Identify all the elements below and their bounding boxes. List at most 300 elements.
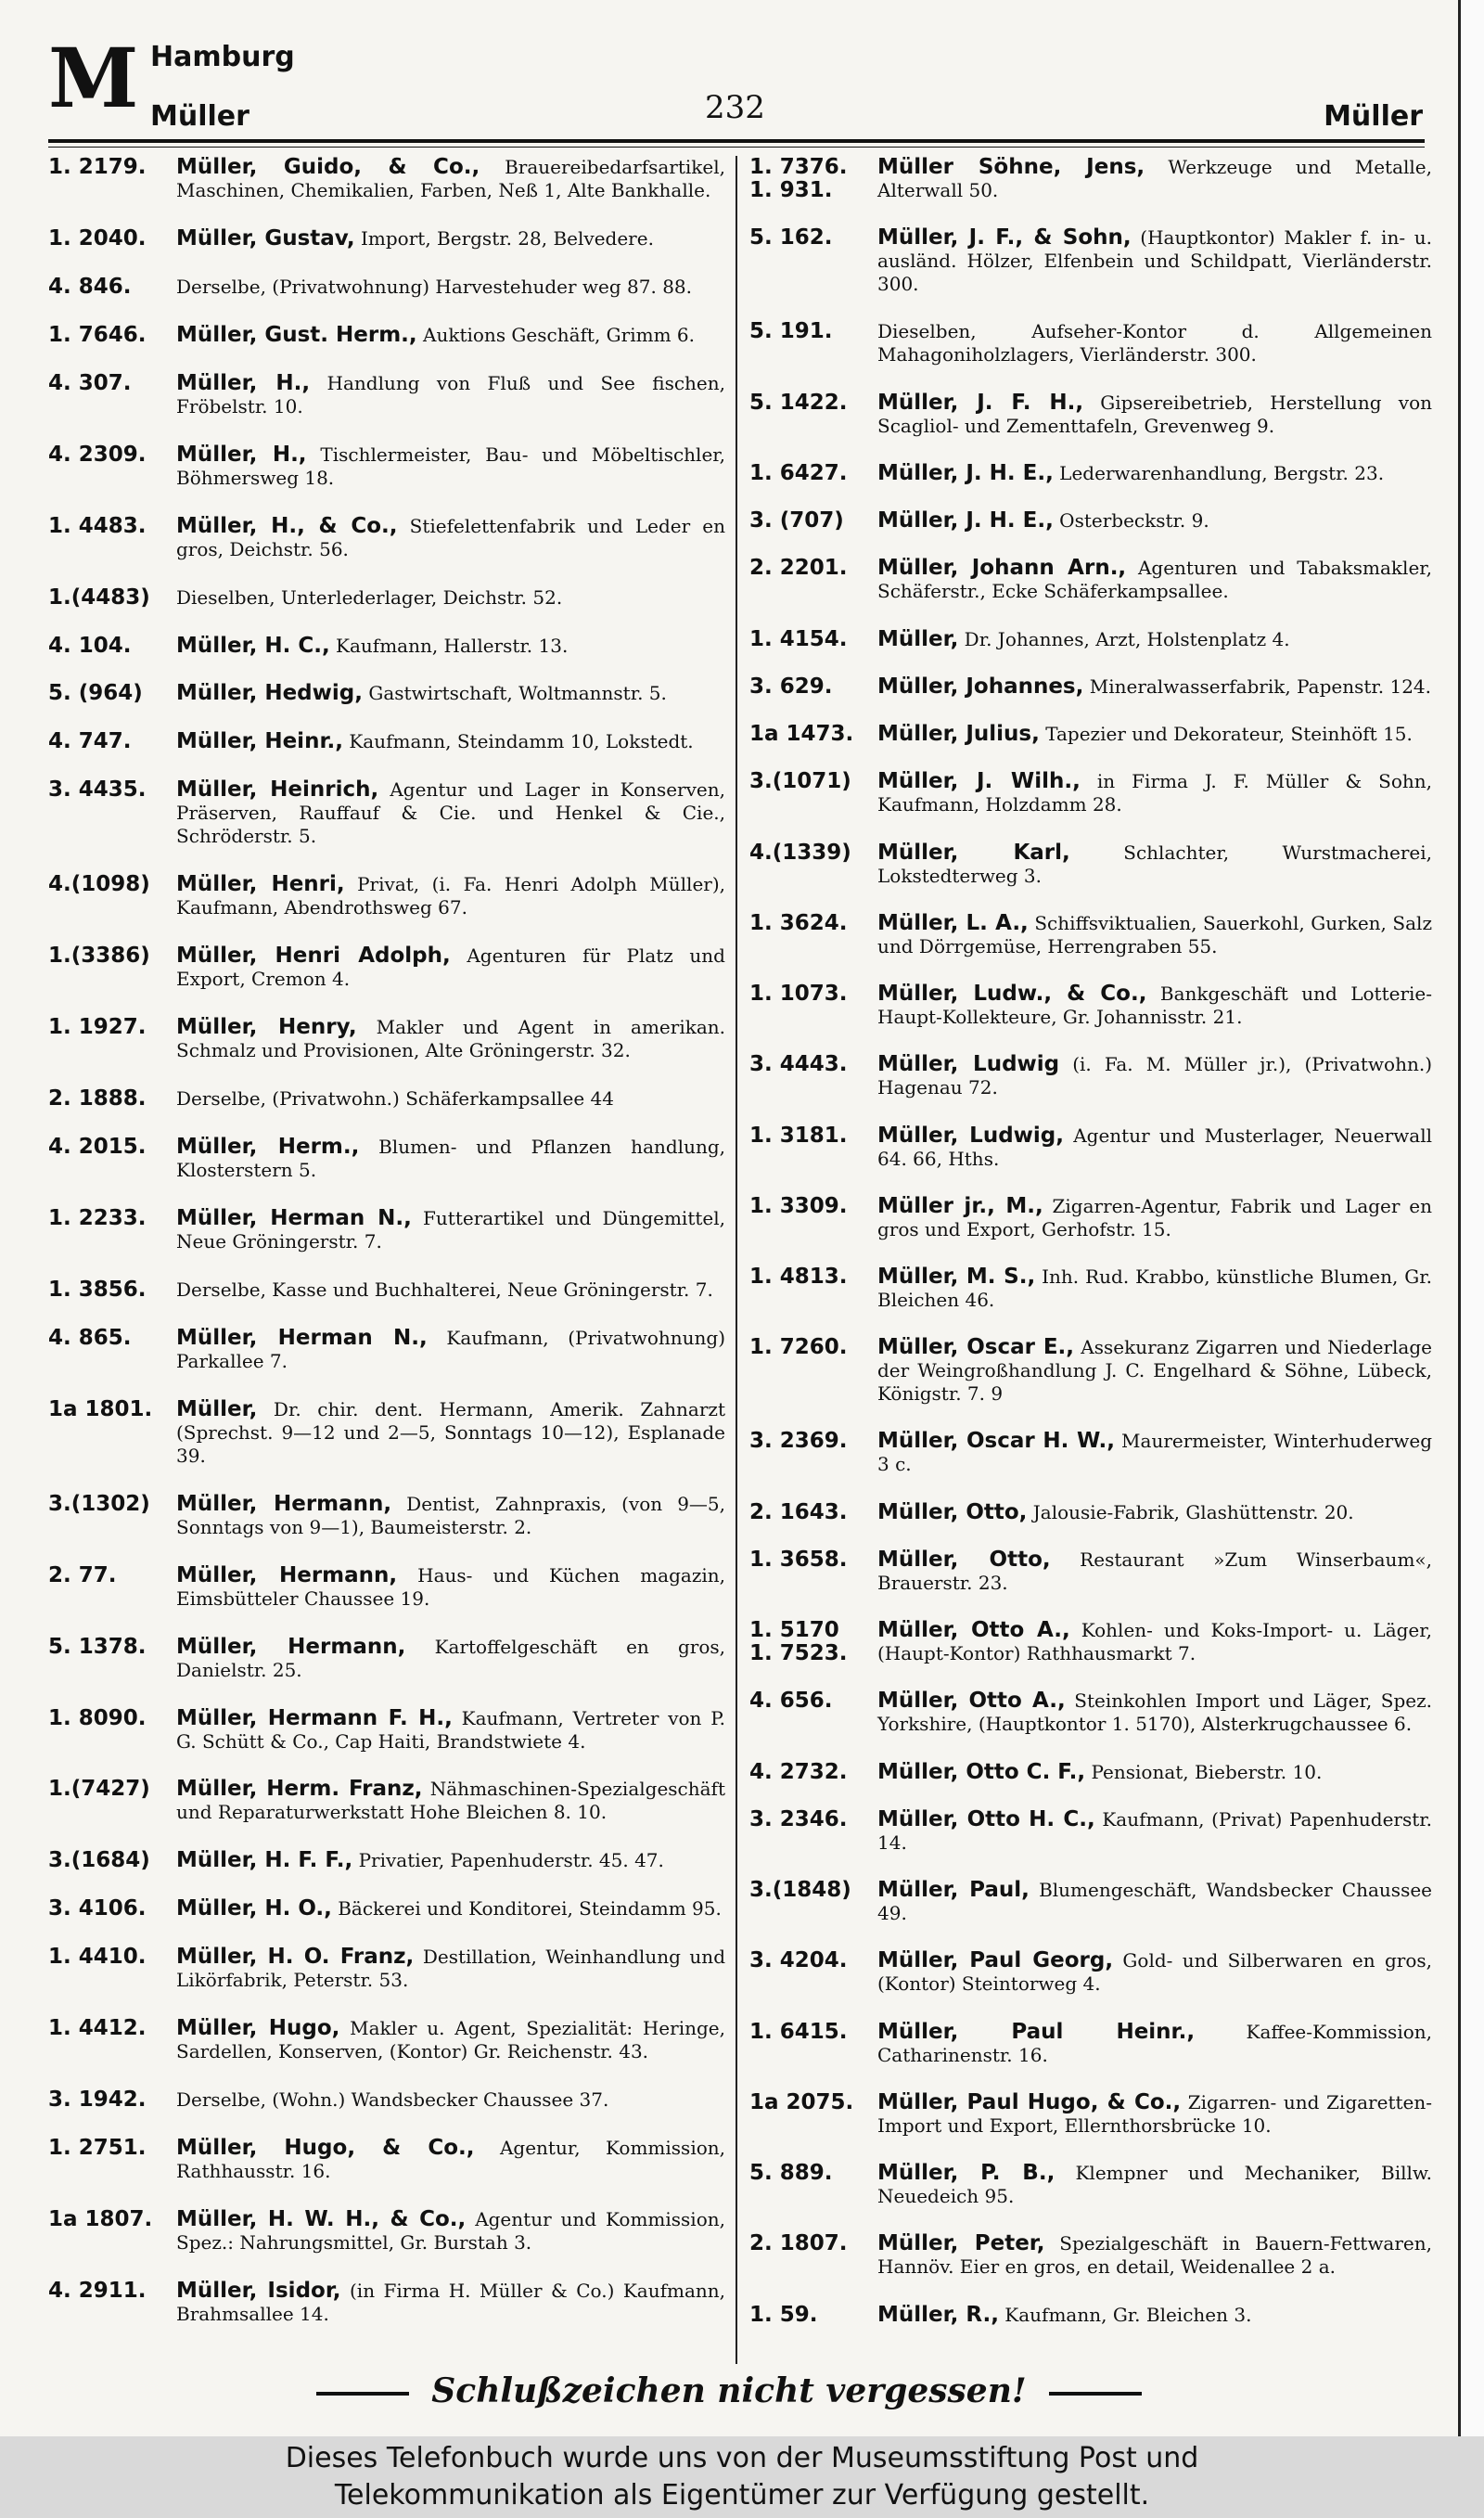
entry-details: Spezialgeschäft in Bauern-Fettwaren, Hannöv. Eier en gros, en detail, Weidenallee 2 a. <box>877 2232 1432 2279</box>
entry-name: Müller, H. O., <box>176 1896 332 1921</box>
directory-entry <box>749 392 1432 438</box>
directory-entry <box>48 276 725 299</box>
entry-text <box>176 1636 725 1682</box>
entry-text <box>176 2280 725 2326</box>
phone-number: 2. 1807. <box>749 2231 848 2256</box>
entry-name: Müller, Peter, <box>877 2231 1045 2256</box>
entry-name: Müller, Hermann, <box>176 1634 406 1659</box>
phone-number: 3. 2346. <box>749 1806 848 1831</box>
phone-number: 1. 5170 1. 7523. <box>749 1618 848 1666</box>
section-letter: M <box>48 30 139 126</box>
entry-details: Privatier, Papenhuderstr. 45. 47. <box>352 1849 664 1872</box>
phone-number: 4. 846. <box>48 274 132 299</box>
phone-number: 1. 4483. <box>48 513 147 538</box>
directory-entry <box>749 1761 1432 1784</box>
entry-name: Müller, Gust. Herm., <box>176 322 417 347</box>
phone-number: 1. 8090. <box>48 1705 147 1730</box>
footer-dash-left <box>316 2392 409 2396</box>
entry-name: Müller, Johannes, <box>877 674 1084 699</box>
entry-text <box>877 841 1432 888</box>
entry-text <box>877 1124 1432 1171</box>
entry-text <box>176 443 725 490</box>
directory-entry <box>749 557 1432 603</box>
entry-text <box>877 1336 1432 1406</box>
phone-number: 1a 1807. <box>48 2207 153 2231</box>
left-column <box>48 156 725 2355</box>
page-number: 232 <box>705 89 765 126</box>
entry-text <box>877 392 1432 438</box>
entry-details: Zigarren- und Zigaretten-Import und Export, Ellernthorsbrücke 10. <box>877 2090 1432 2137</box>
entry-details: Dr. Johannes, Arzt, Holstenplatz 4. <box>958 627 1290 650</box>
entry-text <box>176 1849 725 1872</box>
entry-name: Müller, Hugo, <box>176 2016 340 2041</box>
entry-details: Bäckerei und Konditorei, Steindamm 95. <box>331 1897 722 1921</box>
entry-text <box>877 723 1432 746</box>
entry-text <box>877 1689 1432 1736</box>
phone-number: 1. 6415. <box>749 2019 848 2044</box>
entry-name: Müller, Isidor, <box>176 2278 341 2303</box>
entry-text <box>176 515 725 561</box>
entry-details: Blumengeschäft, Wandsbecker Chaussee 49. <box>877 1879 1432 1925</box>
entry-text <box>877 1808 1432 1855</box>
phone-number: 3. 1942. <box>48 2088 147 2113</box>
entry-name: Müller, Paul Georg, <box>877 1948 1114 1973</box>
phone-number: 1. 7376. 1. 931. <box>749 156 848 202</box>
entry-name: Müller, J. Wilh., <box>877 769 1081 794</box>
directory-entry <box>48 730 725 753</box>
entry-name: Müller, L. A., <box>877 910 1029 935</box>
entry-name: Müller, Henry, <box>176 1015 357 1040</box>
directory-entry <box>48 1278 725 1302</box>
phone-number: 1a 2075. <box>749 2089 854 2114</box>
entry-name: Müller, H., & Co., <box>176 513 398 538</box>
phone-number: 3. 4443. <box>749 1052 848 1077</box>
entry-details: in Firma J. F. Müller & Sohn, Kaufmann, Holzdamm 28. <box>877 770 1432 816</box>
entry-text <box>877 983 1432 1029</box>
entry-name: Müller, <box>176 1396 258 1421</box>
directory-entry <box>749 912 1432 958</box>
phone-number: 1.(3386) <box>48 944 150 969</box>
directory-entry <box>749 2162 1432 2208</box>
entry-text <box>176 324 725 347</box>
adjacent-page-edge <box>1458 0 1484 2436</box>
entry-details: Blumen- und Pflanzen handlung, Klosterstern 5. <box>176 1136 725 1181</box>
entry-details: Steinkohlen Import und Läger, Spez. Yorkshire, (Hauptkontor 1. 5170), Alsterkrugchaussee 6. <box>877 1689 1432 1736</box>
entry-text <box>176 2088 725 2112</box>
entry-name: Müller, Hermann, <box>176 1491 392 1516</box>
phone-number: 2. 1888. <box>48 1086 147 1111</box>
entry-details: Haus- und Küchen magazin, Eimsbütteler Chaussee 19. <box>176 1563 725 1610</box>
directory-entry <box>749 841 1432 888</box>
entry-name: Müller Söhne, Jens, <box>877 156 1145 179</box>
entry-name: Müller, Guido, & Co., <box>176 156 480 179</box>
entry-details: Derselbe, Kasse und Buchhalterei, Neue Gröningerstr. 7. <box>176 1278 713 1301</box>
entry-details: Import, Bergstr. 28, Belvedere. <box>354 226 654 250</box>
entry-details: Dieselben, Unterlederlager, Deichstr. 52. <box>176 585 563 609</box>
entry-text <box>877 1879 1432 1925</box>
entry-text <box>877 1619 1432 1665</box>
entry-details: Kaufmann, Steindamm 10, Lokstedt. <box>342 730 694 753</box>
footer-slogan: Schlußzeichen nicht vergessen! <box>431 2371 1027 2410</box>
phone-number: 4. 2309. <box>48 442 147 467</box>
phone-number: 4. 865. <box>48 1325 132 1350</box>
entry-text <box>176 1946 725 1992</box>
phone-number: 2. 1643. <box>749 1499 848 1524</box>
header-rule-thick <box>48 139 1425 143</box>
entry-details: Privat, (i. Fa. Henri Adolph Müller), Kaufmann, Abendrothsweg 67. <box>176 873 725 919</box>
phone-number: 4.(1098) <box>48 872 150 897</box>
phone-number: 1. 4412. <box>48 2016 147 2041</box>
entry-name: Müller, Ludwig <box>877 1052 1060 1077</box>
entry-text <box>877 1265 1432 1312</box>
entry-details: Derselbe, (Privatwohn.) Schäferkampsallee 44 <box>176 1087 614 1111</box>
entry-details: (Hauptkontor) Makler f. in- u. ausländ. Hölzer, Elfenbein und Schildpatt, Vierländerstr. 300. <box>877 226 1432 296</box>
entry-text <box>176 778 725 848</box>
phone-number: 4. 307. <box>48 370 132 395</box>
entry-details: Kaffee-Kommission, Catharinenstr. 16. <box>877 2020 1432 2066</box>
entry-name: Müller, Otto A., <box>877 1689 1066 1714</box>
directory-entry <box>749 156 1432 202</box>
entry-name: Müller, H., <box>176 370 311 395</box>
entry-name: Müller, Paul Heinr., <box>877 2019 1196 2044</box>
entry-details: Agenturen für Platz und Export, Cremon 4. <box>176 944 725 991</box>
entry-text <box>176 1493 725 1539</box>
entry-details: Kaufmann, Hallerstr. 13. <box>329 634 569 657</box>
entry-name: Müller, Oscar H. W., <box>877 1429 1116 1454</box>
phone-number: 1. 6427. <box>749 460 848 485</box>
notice-line-1: Dieses Telefonbuch wurde uns von der Museumsstiftung Post und <box>285 2442 1199 2474</box>
right-column <box>749 156 1432 2355</box>
directory-entry <box>48 1564 725 1611</box>
directory-entry <box>48 1636 725 1682</box>
entry-details: Tapezier und Dekorateur, Steinhöft 15. <box>1039 723 1413 746</box>
directory-entry <box>48 1946 725 1992</box>
notice-line-2: Telekommunikation als Eigentümer zur Verfügung gestellt. <box>334 2479 1150 2512</box>
directory-entry <box>749 462 1432 485</box>
directory-entry <box>749 509 1432 533</box>
directory-entry <box>48 1493 725 1539</box>
entry-name: Müller, Herm., <box>176 1135 360 1159</box>
entry-text <box>877 675 1432 699</box>
entry-name: Müller, Herman N., <box>176 1325 428 1350</box>
entry-text <box>877 156 1432 202</box>
entry-details: (in Firma H. Müller & Co.) Kaufmann, Brahmsallee 14. <box>176 2279 725 2325</box>
entry-text <box>877 1548 1432 1595</box>
entry-details: Agentur und Lager in Konserven, Präserven, Rauffauf & Cie. und Henkel & Cie., Schröderstr. 5. <box>176 778 725 848</box>
entry-details: Destillation, Weinhandlung und Likörfabrik, Peterstr. 53. <box>176 1946 725 1992</box>
entry-name: Müller, Otto, <box>877 1547 1051 1572</box>
directory-entry <box>48 227 725 251</box>
phone-number: 1. 3624. <box>749 910 848 935</box>
entry-text <box>877 2162 1432 2208</box>
phone-number: 3. 629. <box>749 674 833 699</box>
directory-entry <box>48 586 725 610</box>
entry-details: Futterartikel und Düngemittel, Neue Gröningerstr. 7. <box>176 1206 725 1253</box>
directory-entry <box>749 723 1432 746</box>
entry-name: Müller, H., <box>176 442 307 467</box>
entry-name: Müller, P. B., <box>877 2161 1055 2186</box>
phone-number: 1. 1927. <box>48 1015 147 1040</box>
entry-details: Kohlen- und Koks-Import- u. Läger, (Haupt-Kontor) Rathhausmarkt 7. <box>877 1619 1432 1665</box>
directory-entry <box>749 1430 1432 1476</box>
entry-details: Mineralwasserfabrik, Papenstr. 124. <box>1083 674 1432 698</box>
directory-entry <box>48 324 725 347</box>
entry-details: Werkzeuge und Metalle, Alterwall 50. <box>877 156 1432 201</box>
entry-text <box>176 873 725 919</box>
directory-entry <box>48 635 725 658</box>
entry-name: Müller, H. C., <box>176 633 330 658</box>
entry-text <box>176 1278 725 1302</box>
entry-name: Müller jr., M., <box>877 1193 1043 1218</box>
directory-entry <box>749 1265 1432 1312</box>
directory-entry <box>48 1849 725 1872</box>
entry-name: Müller, Johann Arn., <box>877 556 1127 581</box>
column-divider <box>736 156 737 2364</box>
entry-text <box>877 770 1432 816</box>
directory-entry <box>749 675 1432 699</box>
entry-name: Müller, Ludwig, <box>877 1123 1065 1148</box>
entry-name: Müller, Gustav, <box>176 225 355 251</box>
phone-number: 3.(1071) <box>749 769 851 794</box>
phone-number: 4. 104. <box>48 633 132 658</box>
phone-number: 3. (707) <box>749 508 844 533</box>
directory-entry <box>48 2137 725 2183</box>
phone-number: 2. 77. <box>48 1562 117 1587</box>
entry-details: Inh. Rud. Krabbo, künstliche Blumen, Gr. Bleichen 46. <box>877 1265 1432 1311</box>
entry-text <box>877 2304 1432 2327</box>
directory-entry <box>749 2091 1432 2138</box>
entry-text <box>176 1778 725 1824</box>
entry-name: Müller, R., <box>877 2302 999 2327</box>
entry-text <box>877 1761 1432 1784</box>
directory-entry <box>48 778 725 848</box>
directory-entry <box>48 372 725 418</box>
entry-name: Müller, Paul, <box>877 1878 1030 1903</box>
entry-text <box>176 1398 725 1468</box>
phone-number: 1. 4410. <box>48 1945 147 1970</box>
entry-text <box>176 2137 725 2183</box>
entry-name: Müller, Heinr., <box>176 729 343 754</box>
entry-text <box>176 227 725 251</box>
phone-number: 3. 4204. <box>749 1948 848 1973</box>
directory-entry <box>749 2304 1432 2327</box>
entry-name: Müller, J. H. E., <box>877 508 1054 533</box>
entry-details: Lederwarenhandlung, Bergstr. 23. <box>1053 461 1385 484</box>
entry-text <box>176 2208 725 2255</box>
entry-name: Müller, Hugo, & Co., <box>176 2136 475 2161</box>
phone-number: 4. 2911. <box>48 2278 147 2303</box>
entry-text <box>877 628 1432 651</box>
entry-text <box>877 1501 1432 1524</box>
directory-entry <box>749 2021 1432 2067</box>
phone-number: 4. 656. <box>749 1689 833 1714</box>
phone-number: 5. 889. <box>749 2161 833 2186</box>
entry-details: Dr. chir. dent. Hermann, Amerik. Zahnarzt (Sprechst. 9—12 und 2—5, Sonntags 10—12), Esplanade 39. <box>176 1397 725 1467</box>
directory-entry <box>749 1808 1432 1855</box>
entry-details: Stiefelettenfabrik und Leder en gros, Deichstr. 56. <box>176 514 725 560</box>
phone-number: 3.(1684) <box>48 1848 150 1873</box>
directory-entry <box>749 983 1432 1029</box>
entry-name: Müller, Otto, <box>877 1499 1028 1524</box>
phone-number: 1. 2040. <box>48 225 147 251</box>
directory-entry <box>48 2208 725 2255</box>
phone-number: 1.(7427) <box>48 1777 150 1802</box>
entry-text <box>877 2091 1432 2138</box>
entry-name: Müller, Paul Hugo, & Co., <box>877 2089 1182 2114</box>
entry-text <box>176 1207 725 1253</box>
directory-entry <box>749 226 1432 296</box>
entry-details: Jalousie-Fabrik, Glashüttenstr. 20. <box>1027 1500 1354 1523</box>
directory-entry <box>48 1398 725 1468</box>
phone-number: 1. 2751. <box>48 2136 147 2161</box>
entry-details: Kaufmann, Gr. Bleichen 3. <box>998 2303 1252 2326</box>
phone-number: 2. 2201. <box>749 556 848 581</box>
directory-entry <box>48 2017 725 2063</box>
phone-number: 1a 1473. <box>749 722 854 747</box>
entry-text <box>877 226 1432 296</box>
entry-name: Müller, Ludw., & Co., <box>877 982 1147 1007</box>
entry-text <box>877 320 1432 366</box>
entry-name: Müller, Hermann F. H., <box>176 1705 453 1730</box>
directory-entry <box>48 2088 725 2112</box>
entry-details: Klempner und Mechaniker, Billw. Neuedeich 95. <box>877 2162 1432 2208</box>
entry-name: Müller, J. F. H., <box>877 390 1084 415</box>
entry-text <box>176 635 725 658</box>
entry-details: Schlachter, Wurstmacherei, Lokstedterweg 3. <box>877 841 1432 887</box>
phone-number: 4. 2015. <box>48 1135 147 1159</box>
entry-details: Auktions Geschäft, Grimm 6. <box>416 323 695 346</box>
entry-name: Müller, Julius, <box>877 722 1040 747</box>
entry-text <box>877 557 1432 603</box>
entry-details: Agentur und Musterlager, Neuerwall 64. 66, Hths. <box>877 1124 1432 1170</box>
phone-number: 1. 3856. <box>48 1277 147 1302</box>
entry-name: Müller, Herman N., <box>176 1205 412 1230</box>
entry-text <box>877 1195 1432 1241</box>
directory-entry <box>48 443 725 490</box>
directory-entry <box>749 1548 1432 1595</box>
entry-details: Agenturen und Tabaksmakler, Schäferstr., Ecke Schäferkampsallee. <box>877 557 1432 603</box>
entry-details: Tischlermeister, Bau- und Möbeltischler, Böhmersweg 18. <box>176 443 725 489</box>
entry-text <box>877 462 1432 485</box>
directory-entry <box>749 2232 1432 2279</box>
phone-number: 1. 3309. <box>749 1193 848 1218</box>
entry-name: Müller, Otto C. F., <box>877 1759 1086 1784</box>
directory-entry <box>48 1087 725 1111</box>
phone-number: 4. 747. <box>48 729 132 754</box>
entry-details: Assekuranz Zigarren und Niederlage der Weingroßhandlung J. C. Engelhard & Söhne, Lübeck, Königstr. 7. 9 <box>877 1336 1432 1406</box>
phone-number: 1. 2233. <box>48 1205 147 1230</box>
entry-name: Müller, Heinrich, <box>176 777 379 803</box>
entry-name: Müller, Otto A., <box>877 1618 1070 1643</box>
entry-text <box>176 944 725 991</box>
entry-details: Gipsereibetrieb, Herstellung von Scagliol- und Zementtafeln, Grevenweg 9. <box>877 391 1432 437</box>
entry-text <box>877 2232 1432 2279</box>
directory-entry <box>749 1619 1432 1665</box>
entry-name: Müller, J. H. E., <box>877 460 1054 485</box>
entry-details: Kartoffelgeschäft en gros, Danielstr. 25. <box>176 1635 725 1681</box>
directory-entry <box>48 156 725 202</box>
header-city: Hamburg <box>150 41 295 73</box>
entry-text <box>176 2017 725 2063</box>
phone-number: 5. 1378. <box>48 1634 147 1659</box>
entry-name: Müller, Henri, <box>176 872 345 897</box>
directory-entry <box>749 770 1432 816</box>
entry-details: Zigarren-Agentur, Fabrik und Lager en gros und Export, Gerhofstr. 15. <box>877 1194 1432 1240</box>
entry-text <box>176 276 725 299</box>
entry-text <box>877 912 1432 958</box>
directory-entry <box>749 320 1432 366</box>
entry-text <box>877 2021 1432 2067</box>
phone-number: 1. 4813. <box>749 1264 848 1289</box>
phone-number: 5. 1422. <box>749 390 848 415</box>
entry-details: Derselbe, (Privatwohnung) Harvestehuder weg 87. 88. <box>176 275 693 298</box>
entry-name: Müller, Otto H. C., <box>877 1806 1095 1831</box>
entry-name: Müller, Henri Adolph, <box>176 944 451 969</box>
phone-number: 4. 2732. <box>749 1759 848 1784</box>
directory-entry <box>749 1124 1432 1171</box>
entry-text <box>176 1087 725 1111</box>
entry-text <box>176 1707 725 1754</box>
entry-details: Schiffsviktualien, Sauerkohl, Gurken, Salz und Dörrgemüse, Herrengraben 55. <box>877 911 1432 957</box>
entry-text <box>176 730 725 753</box>
entry-details: Bankgeschäft und Lotterie-Haupt-Kollekteure, Gr. Johannisstr. 21. <box>877 983 1432 1029</box>
footer-slogan-row <box>0 2371 1458 2410</box>
entry-name: Müller, H. O. Franz, <box>176 1945 415 1970</box>
entry-name: Müller, Oscar E., <box>877 1335 1075 1360</box>
directory-entry <box>749 1053 1432 1099</box>
entry-details: Dentist, Zahnpraxis, (von 9—5, Sonntags von 9—1), Baumeisterstr. 2. <box>176 1492 725 1538</box>
entry-text <box>176 372 725 418</box>
entry-name: Müller, H. F. F., <box>176 1848 353 1873</box>
entry-details: Makler und Agent in amerikan. Schmalz und Provisionen, Alte Gröningerstr. 32. <box>176 1016 725 1062</box>
header-name-left: Müller <box>150 100 249 133</box>
entry-name: Müller, <box>877 626 959 651</box>
entry-text <box>877 1053 1432 1099</box>
entry-details: Agentur, Kommission, Rathhausstr. 16. <box>176 2137 725 2183</box>
entry-name: Müller, Hedwig, <box>176 681 363 706</box>
phone-number: 5. 162. <box>749 225 833 251</box>
entry-details: Gastwirtschaft, Woltmannstr. 5. <box>362 682 667 705</box>
footer-dash-right <box>1049 2392 1142 2396</box>
entry-text <box>176 682 725 705</box>
directory-entry <box>48 873 725 919</box>
directory-entry <box>48 1136 725 1182</box>
entry-text <box>176 1327 725 1373</box>
phone-number: 1. 4154. <box>749 626 848 651</box>
entry-details: (i. Fa. M. Müller jr.), (Privatwohn.) Hagenau 72. <box>877 1053 1432 1099</box>
entry-details: Handlung von Fluß und See fischen, Fröbelstr. 10. <box>176 371 725 418</box>
entry-text <box>877 1949 1432 1996</box>
directory-entry <box>48 1327 725 1373</box>
directory-entry <box>48 1016 725 1062</box>
entry-name: Müller, H. W. H., & Co., <box>176 2207 467 2231</box>
entry-details: Kaufmann, (Privatwohnung) Parkallee 7. <box>176 1326 725 1372</box>
directory-entry <box>48 1707 725 1754</box>
directory-entry <box>48 515 725 561</box>
entry-details: Agentur und Kommission, Spez.: Nahrungsmittel, Gr. Burstah 3. <box>176 2208 725 2254</box>
directory-entry <box>749 628 1432 651</box>
entry-text <box>176 1564 725 1611</box>
entry-text <box>176 1897 725 1921</box>
entry-details: Pensionat, Bieberstr. 10. <box>1085 1760 1323 1783</box>
entry-details: Makler u. Agent, Spezialität: Heringe, Sardellen, Konserven, (Kontor) Gr. Reichenstr. 43. <box>176 2017 725 2063</box>
phone-number: 1. 7646. <box>48 322 147 347</box>
entry-details: Osterbeckstr. 9. <box>1053 509 1209 533</box>
phone-number: 1. 3181. <box>749 1123 848 1148</box>
entry-text <box>176 1136 725 1182</box>
entry-details: Kaufmann, (Privat) Papenhuderstr. 14. <box>877 1807 1432 1854</box>
entry-text <box>877 1430 1432 1476</box>
